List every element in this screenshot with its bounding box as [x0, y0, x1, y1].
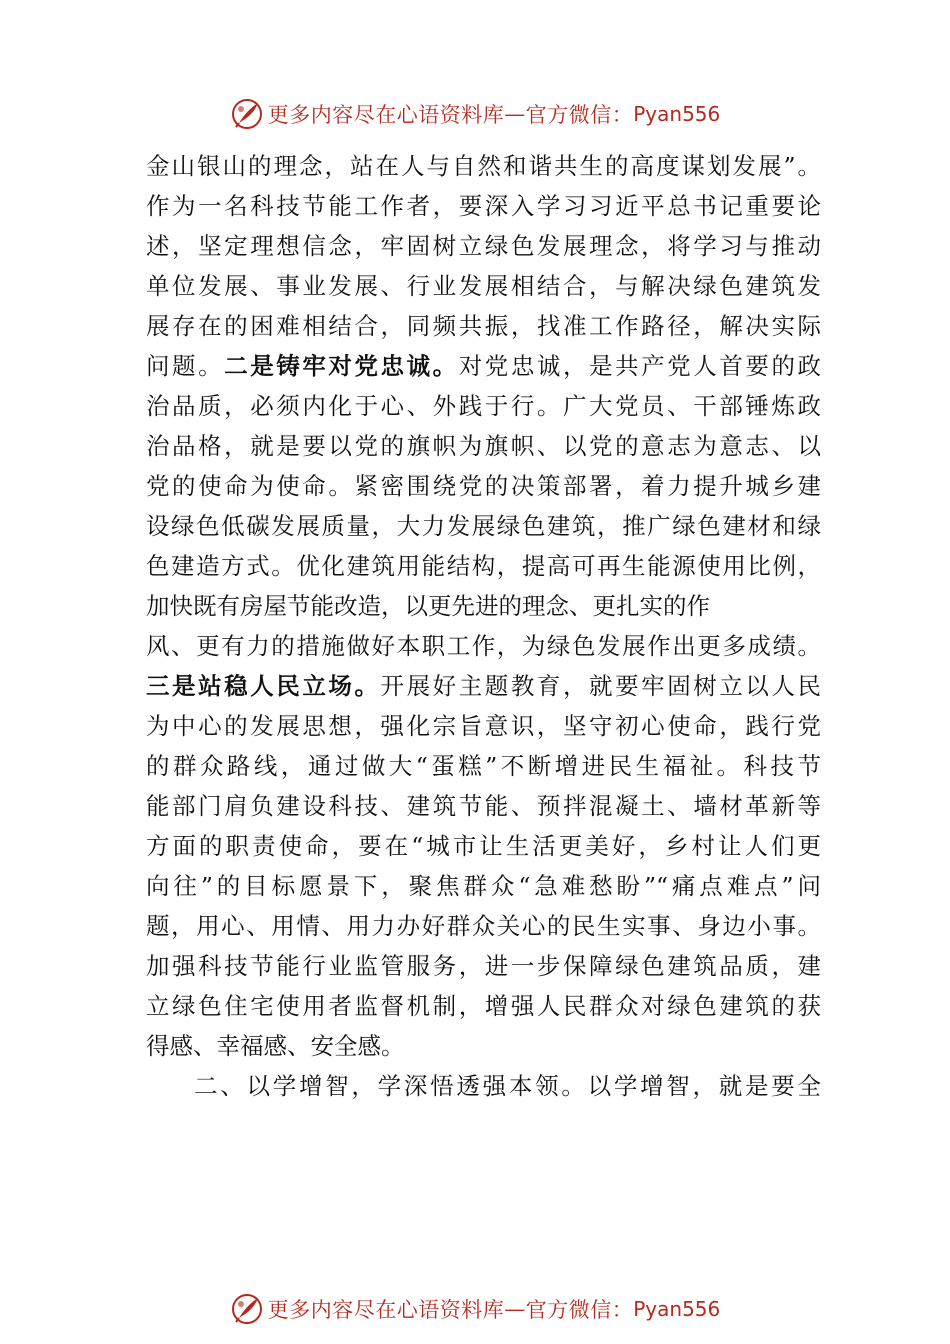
body-text: 开展好主题教育，就要牢固树立以人民 — [380, 672, 822, 700]
text-line — [146, 186, 821, 226]
text-line — [146, 466, 821, 506]
text-line — [146, 786, 821, 826]
body-text: 治品质，必须内化于心、外践于行。广大党员、干部锤炼政 — [146, 392, 821, 420]
text-line — [146, 306, 821, 346]
text-line — [146, 706, 821, 746]
body-text: 的群众路线，通过做大“蛋糕”不断增进民生福祉。科技节 — [146, 752, 821, 780]
body-text: 单位发展、事业发展、行业发展相结合，与解决绿色建筑发 — [146, 272, 821, 300]
text-line — [146, 506, 821, 546]
body-text: 风、更有力的措施做好本职工作，为绿色发展作出更多成绩。 — [146, 632, 821, 660]
body-text: 对党忠诚，是共产党人首要的政 — [458, 352, 822, 380]
feather-pen-logo-icon — [230, 97, 264, 131]
text-line — [146, 426, 821, 466]
feather-pen-logo-icon — [230, 1292, 264, 1326]
body-text: 述，坚定理想信念，牢固树立绿色发展理念，将学习与推动 — [146, 232, 821, 260]
text-line — [146, 146, 821, 186]
text-line — [146, 346, 821, 386]
footer-watermark — [0, 1291, 950, 1327]
text-line — [146, 866, 821, 906]
text-line — [146, 546, 821, 586]
watermark-label: 官方微信： — [525, 1298, 634, 1322]
text-line — [146, 226, 821, 266]
body-text: 得感、幸福感、安全感。 — [146, 1032, 405, 1060]
body-text: 向往”的目标愿景下，聚焦群众“急难愁盼”“痛点难点”问 — [146, 872, 821, 900]
body-text: 作为一名科技节能工作者，要深入学习习近平总书记重要论 — [146, 192, 821, 220]
body-text: 加强科技节能行业监管服务，进一步保障绿色建筑品质，建 — [146, 952, 821, 980]
body-text: 为中心的发展思想，强化宗旨意识，坚守初心使命，践行党 — [146, 712, 821, 740]
body-text: 问题。 — [146, 352, 225, 380]
watermark-title: 更多内容尽在心语资料库 — [267, 103, 505, 127]
text-line — [146, 266, 821, 306]
text-line — [146, 826, 821, 866]
body-text: 党的使命为使命。紧密围绕党的决策部署，着力提升城乡建 — [146, 472, 821, 500]
text-line — [146, 1066, 821, 1106]
watermark-id: Pyan556 — [633, 102, 721, 126]
body-text: 治品格，就是要以党的旗帜为旗帜、以党的意志为意志、以 — [146, 432, 821, 460]
watermark-label: 官方微信： — [525, 103, 634, 127]
body-text: 展存在的困难相结合，同频共振，找准工作路径，解决实际 — [146, 312, 821, 340]
text-line — [146, 946, 821, 986]
bold-heading-text: 二是铸牢对党忠诚。 — [224, 352, 459, 380]
body-text: 立绿色住宅使用者监督机制，增强人民群众对绿色建筑的获 — [146, 992, 821, 1020]
text-line — [146, 1026, 821, 1066]
watermark-id: Pyan556 — [633, 1297, 721, 1321]
body-text: 题，用心、用情、用力办好群众关心的民生实事、身边小事。 — [146, 912, 821, 940]
watermark-dash: — — [504, 102, 526, 126]
body-text: 加快既有房屋节能改造，以更先进的理念、更扎实的作 — [146, 592, 710, 620]
body-text: 方面的职责使命，要在“城市让生活更美好，乡村让人们更 — [146, 832, 821, 860]
header-watermark — [0, 96, 950, 132]
text-line — [146, 586, 821, 626]
body-text: 能部门肩负建设科技、建筑节能、预拌混凝土、墙材革新等 — [146, 792, 821, 820]
document-body — [146, 146, 821, 1106]
body-text: 设绿色低碳发展质量，大力发展绿色建筑，推广绿色建材和绿 — [146, 512, 821, 540]
bold-heading-text: 三是站稳人民立场。 — [146, 672, 381, 700]
text-line — [146, 986, 821, 1026]
body-text: 色建造方式。优化建筑用能结构，提高可再生能源使用比例， — [146, 552, 821, 580]
text-line — [146, 666, 821, 706]
text-line — [146, 746, 821, 786]
text-line — [146, 906, 821, 946]
watermark-dash: — — [504, 1297, 526, 1321]
text-line — [146, 626, 821, 666]
text-line — [146, 386, 821, 426]
body-text: 金山银山的理念，站在人与自然和谐共生的高度谋划发展”。 — [146, 152, 821, 180]
watermark-title: 更多内容尽在心语资料库 — [267, 1298, 505, 1322]
body-text: 二、以学增智，学深悟透强本领。以学增智，就是要全 — [194, 1072, 821, 1100]
